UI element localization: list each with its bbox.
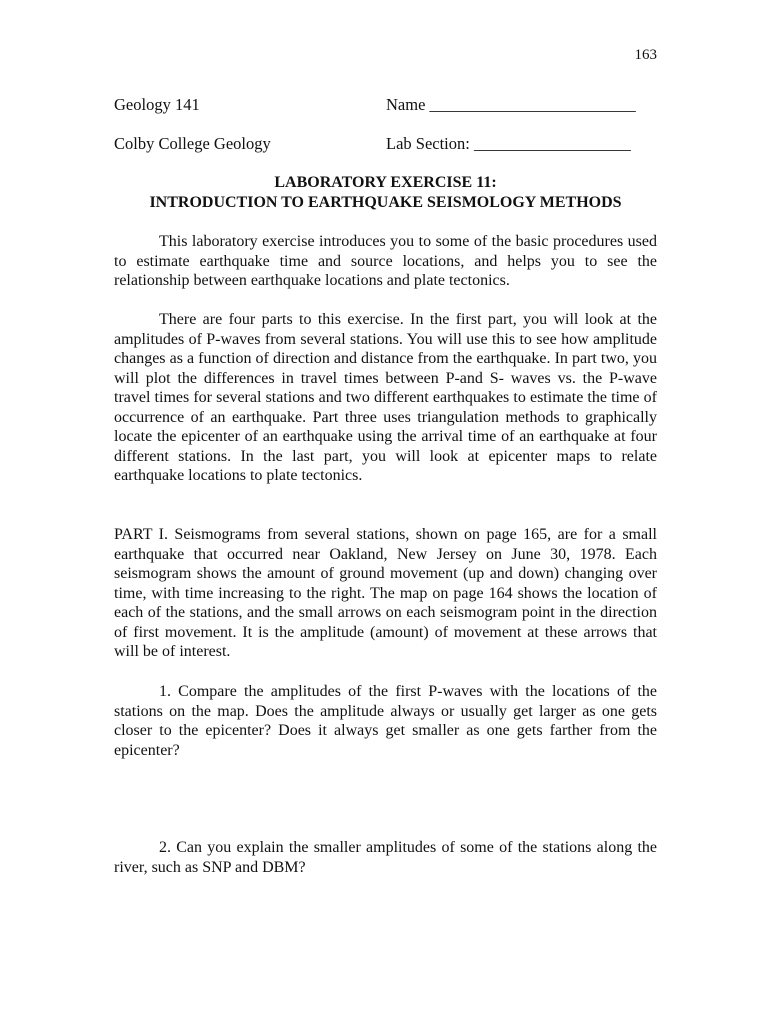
course-label: Geology 141 xyxy=(114,95,200,114)
exercise-subtitle: INTRODUCTION TO EARTHQUAKE SEISMOLOGY METHODS xyxy=(149,194,622,211)
page-number: 163 xyxy=(634,47,657,63)
name-field: Name _________________________ xyxy=(386,95,636,114)
question-2: 2. Can you explain the smaller amplitudes of some of the stations along the river, such as SNP and DBM? xyxy=(114,839,657,876)
college-label: Colby College Geology xyxy=(114,134,271,153)
parts-overview-paragraph: There are four parts to this exercise. In the first part, you will look at the amplitudes of P-waves from several stations. You will use this to see how amplitude changes as a function of direction and distance from the earthquake. In part two, you will plot the differences in travel times between P-and S- waves vs. the P-wave travel times for several stations and two different earthquakes to estimate the time of occurrence of an earthquake. Part three uses triangulation methods to graphically locate the epicenter of an earthquake using the arrival time of an earthquake at four different stations. In the last part, you will look at epicenter maps to relate earthquake locations to plate tectonics. xyxy=(114,311,657,484)
question-1: 1. Compare the amplitudes of the first P-waves with the locations of the stations on the map. Does the amplitude always or usually get larger as one gets closer to the epicenter? Does it always get smaller as one gets farther from the epicenter? xyxy=(114,683,657,759)
intro-paragraph: This laboratory exercise introduces you to some of the basic procedures used to estimate earthquake time and source locations, and helps you to see the relationship between earthquake locations and plate tectonics. xyxy=(114,233,657,289)
part-one-paragraph: PART I. Seismograms from several stations, shown on page 165, are for a small earthquake that occurred near Oakland, New Jersey on June 30, 1978. Each seismogram shows the amount of ground movement (up and down) changing over time, with time increasing to the right. The map on page 164 shows the location of each of the stations, and the small arrows on each seismogram point in the direction of first movement. It is the amplitude (amount) of movement at these arrows that will be of interest. xyxy=(114,526,657,660)
exercise-title: LABORATORY EXERCISE 11: xyxy=(274,174,497,191)
lab-section-field: Lab Section: ___________________ xyxy=(386,134,631,153)
